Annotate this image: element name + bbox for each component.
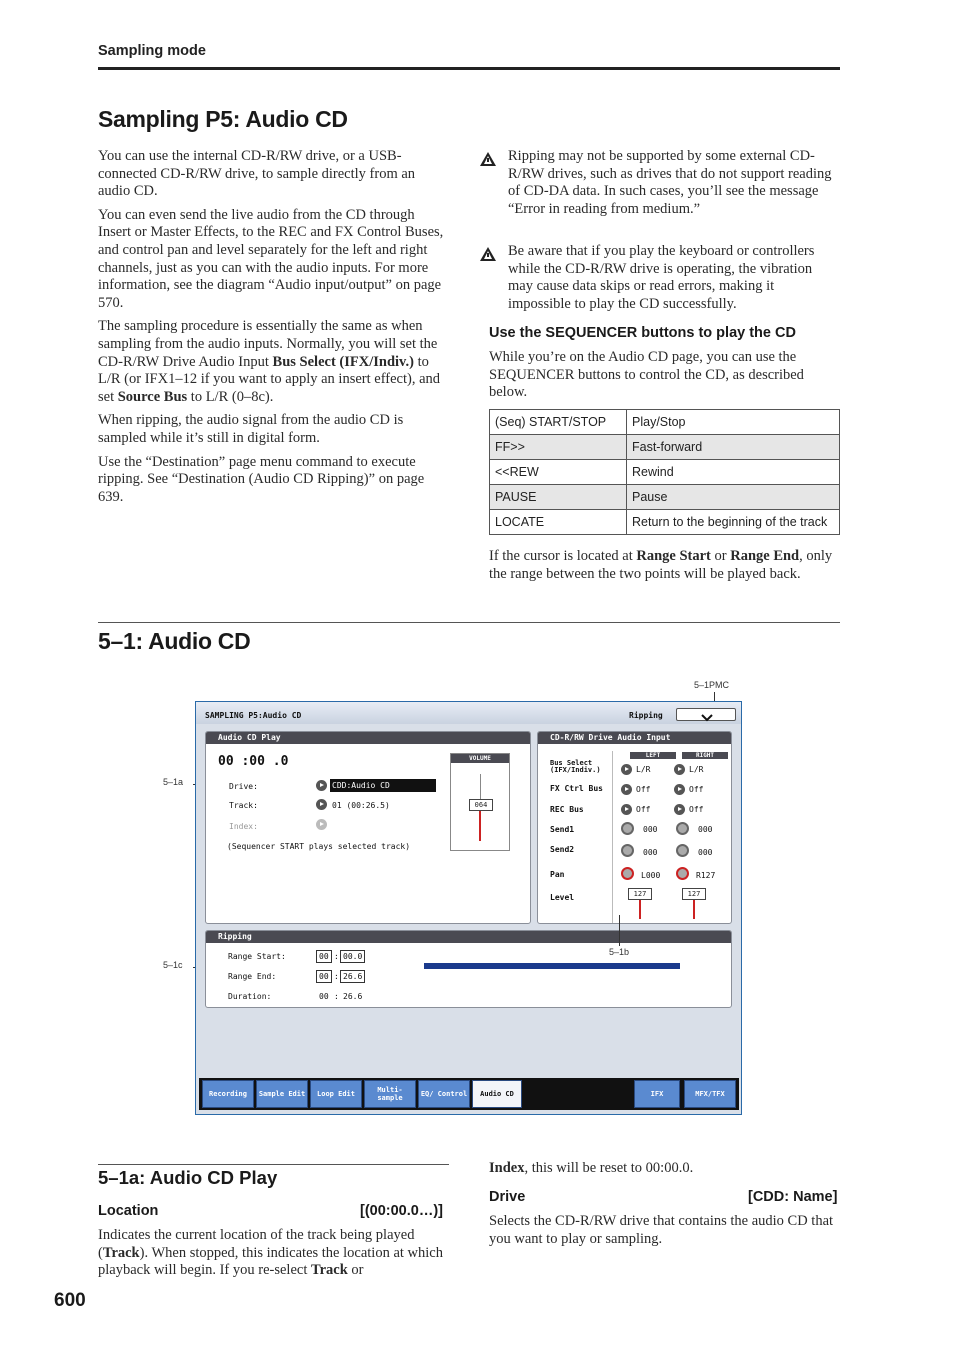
callout-5-1b: 5–1b: [609, 947, 630, 957]
intro-p1: You can use the internal CD-R/RW drive, or a USB-connected CD-R/RW drive, to sample directly from an audio CD.: [98, 148, 416, 200]
button-cell: (Seq) START/STOP: [490, 410, 627, 435]
tab-sample-edit[interactable]: Sample Edit: [256, 1080, 308, 1108]
intro-p3: The sampling procedure is essentially the same as when sampling from the audio inputs. Normally, you will set the CD-R/RW Drive Audio Input Bus Select (IFX/Indiv.) to L/R (or IFX1–12 if you want to apply an insert effect), and set Source Bus to L/R (0–8c).: [98, 318, 441, 405]
drive-label: Drive: [489, 1189, 526, 1205]
function-cell: Return to the beginning of the track: [627, 510, 840, 535]
drive-value[interactable]: CDD:Audio CD: [330, 779, 436, 792]
subsection-rule: [98, 1164, 449, 1165]
running-header: Sampling mode: [98, 43, 206, 59]
warning-icon: [479, 151, 497, 167]
level-right-fader[interactable]: [693, 897, 695, 919]
intro-column: [98, 148, 450, 506]
send1-left-knob[interactable]: [621, 822, 634, 835]
ripping-panel: Ripping: [205, 930, 732, 1008]
function-cell: Play/Stop: [627, 410, 840, 435]
location-range: [(00:00.0…)]: [360, 1203, 443, 1219]
tab-loop-edit[interactable]: Loop Edit: [310, 1080, 362, 1108]
warning-icon: [479, 246, 497, 262]
sequencer-table: [489, 409, 840, 535]
range-start-sec[interactable]: 00.0: [340, 950, 365, 963]
tab-mfx-tfx[interactable]: MFX/TFX: [684, 1080, 736, 1108]
rec-bus-left[interactable]: [621, 804, 632, 815]
range-note: If the cursor is located at Range Start or Range End, only the range between the two points will be played back.: [489, 548, 833, 582]
table-row: [490, 510, 840, 535]
table-row: [490, 410, 840, 435]
intro-p4: When ripping, the audio signal from the audio CD is sampled while it’s still in digital form.: [98, 412, 404, 446]
section-5-1-title: 5–1: Audio CD: [98, 628, 251, 654]
audio-cd-play-panel: Audio CD Play: [205, 731, 531, 924]
drive-select-button[interactable]: [316, 780, 327, 791]
location-readout: 00 :00 .0: [218, 754, 289, 769]
bus-select-right[interactable]: [674, 764, 685, 775]
volume-slider[interactable]: VOLUME 064: [450, 753, 510, 851]
button-cell: LOCATE: [490, 510, 627, 535]
function-cell: Pause: [627, 485, 840, 510]
sequencer-heading: Use the SEQUENCER buttons to play the CD: [489, 325, 796, 341]
fx-ctrl-left[interactable]: [621, 784, 632, 795]
pan-right-knob[interactable]: [676, 867, 689, 880]
section-rule: [98, 622, 840, 623]
tab-recording[interactable]: Recording: [202, 1080, 254, 1108]
track-value[interactable]: 01 (00:26.5): [332, 801, 390, 810]
button-cell: <<REW: [490, 460, 627, 485]
intro-p2: You can even send the live audio from the CD through Insert or Master Effects, to the REC and FX Control Buses, and control pan and level separately for the left and right channels, just as you can with the audio inputs. For more information, see the diagram “Audio input/output” on page 570.: [98, 206, 444, 311]
table-row: [490, 435, 840, 460]
tab-ifx[interactable]: IFX: [634, 1080, 680, 1108]
index-reset-text: Index, this will be reset to 00:00.0.: [489, 1160, 694, 1176]
index-select-button[interactable]: [316, 819, 327, 830]
callout-5-1a: 5–1a: [163, 777, 184, 787]
table-row: [490, 485, 840, 510]
function-cell: Rewind: [627, 460, 840, 485]
pan-left-knob[interactable]: [621, 867, 634, 880]
send1-right-knob[interactable]: [676, 822, 689, 835]
callout-pmc: 5–1PMC: [694, 680, 730, 690]
tab-audio-cd[interactable]: Audio CD: [472, 1080, 522, 1108]
drive-range: [CDD: Name]: [748, 1189, 838, 1205]
range-end-sec[interactable]: 26.6: [340, 970, 365, 983]
menu-label: Ripping: [629, 711, 663, 720]
sequencer-note: (Sequencer START plays selected track): [227, 842, 411, 851]
section-5-1a-title: 5–1a: Audio CD Play: [98, 1167, 278, 1188]
range-end-min[interactable]: 00: [316, 970, 332, 983]
level-left-fader[interactable]: [639, 897, 641, 919]
button-cell: FF>>: [490, 435, 627, 460]
callout-5-1c: 5–1c: [163, 960, 183, 970]
sequencer-text: While you’re on the Audio CD page, you can use the SEQUENCER buttons to control the CD, as described below.: [489, 349, 804, 401]
track-select-button[interactable]: [316, 799, 327, 810]
warning-1: Ripping may not be supported by some external CD-R/RW drives, such as drives that do not support reading of CD-DA data. In such cases, you’ll see the message “Error in reading from medium.”: [508, 148, 832, 217]
function-cell: Fast-forward: [627, 435, 840, 460]
location-label: Location: [98, 1203, 159, 1219]
warning-2: Be aware that if you play the keyboard or controllers while the CD-R/RW drive is operating, the vibration may cause data skips or read errors, making it impossible to play the CD successfully.: [508, 243, 815, 312]
screen-title: SAMPLING P5:Audio CD: [205, 711, 302, 720]
page-title: Sampling P5: Audio CD: [98, 106, 348, 132]
drive-text: Selects the CD-R/RW drive that contains the audio CD that you want to play or sampling.: [489, 1213, 834, 1247]
page-number: 600: [54, 1290, 86, 1311]
audio-cd-screenshot: SAMPLING P5:Audio CD Ripping Audio CD Play 00 :00 .0 Drive: CDD:Audio CD Track: 01 (00:26.5) Index: (Sequencer START plays selected track) VOLUME 064 CD-R/RW Drive Audio Input LEFT RIGHT Bus Select (IFX/Indiv.) L/R L/R FX Ctrl Bus Off Off REC Bus Off Off Send1 000 000 Send2 000 000 Pan L000 R127 Level 127 127 Ripping Range Start: 00 : 00.0 Range End: 00 : 26.6 Duration: 00 : 26.6 Recording Sample Edit Loop Edit Multi-sample EQ/ Control Audio CD IFX MFX/TFX: [195, 701, 742, 1115]
tab-eq-control[interactable]: EQ/ Control: [418, 1080, 470, 1108]
button-cell: PAUSE: [490, 485, 627, 510]
send2-left-knob[interactable]: [621, 844, 634, 857]
fx-ctrl-right[interactable]: [674, 784, 685, 795]
drive-audio-input-panel: CD-R/RW Drive Audio Input: [537, 731, 732, 924]
bus-select-left[interactable]: [621, 764, 632, 775]
location-text: Indicates the current location of the track being played (Track). When stopped, this indicates the location at which playback will begin. If you re-select Track or: [98, 1227, 443, 1279]
page-menu-button[interactable]: [676, 708, 736, 721]
tab-multi-sample[interactable]: Multi-sample: [364, 1080, 416, 1108]
rec-bus-right[interactable]: [674, 804, 685, 815]
range-start-min[interactable]: 00: [316, 950, 332, 963]
ripping-range-bar: [424, 963, 680, 969]
header-rule: [98, 67, 840, 70]
chevron-down-icon: [677, 711, 737, 724]
table-row: [490, 460, 840, 485]
intro-p5: Use the “Destination” page menu command to execute ripping. See “Destination (Audio CD Ripping)” on page 639.: [98, 453, 425, 505]
send2-right-knob[interactable]: [676, 844, 689, 857]
